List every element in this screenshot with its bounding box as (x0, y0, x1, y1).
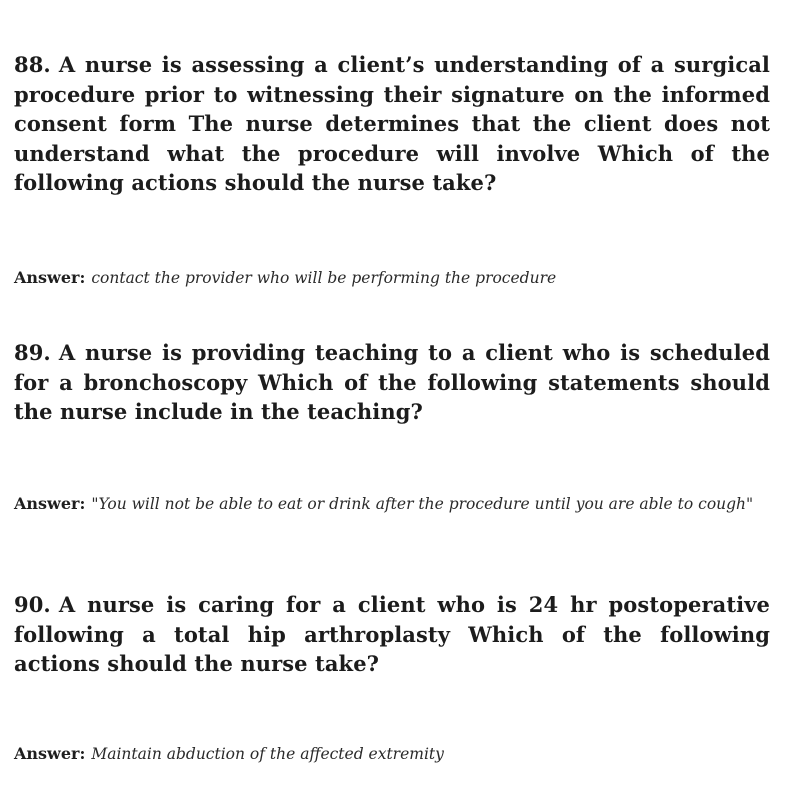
answer-label: Answer: (14, 268, 86, 287)
answer-label: Answer: (14, 744, 86, 763)
question-body: A nurse is caring for a client who is 24 hr postoperative following a total hip arthroplasty Which of the following actions should the nurse take? (14, 592, 770, 676)
question-text (14, 50, 770, 198)
answer-text: Maintain abduction of the affected extremity (91, 745, 444, 763)
answer-label: Answer: (14, 494, 86, 513)
question-90 (14, 590, 770, 679)
answer-90 (14, 742, 774, 766)
answer-text: contact the provider who will be performing the procedure (91, 269, 557, 287)
question-number: 89. (14, 340, 51, 365)
question-body: A nurse is providing teaching to a client who is scheduled for a bronchoscopy Which of the following statements should the nurse include in the teaching? (14, 340, 770, 424)
answer-88 (14, 266, 774, 290)
answer-text: "You will not be able to eat or drink after the procedure until you are able to cough" (91, 495, 754, 513)
question-88 (14, 50, 770, 198)
question-89 (14, 338, 770, 427)
question-text (14, 338, 770, 427)
question-text (14, 590, 770, 679)
question-number: 90. (14, 592, 51, 617)
question-number: 88. (14, 52, 51, 77)
question-body: A nurse is assessing a client’s understanding of a surgical procedure prior to witnessing their signature on the informed consent form The nurse determines that the client does not understand what the procedure will involve Which of the following actions should the nurse take? (14, 52, 770, 195)
answer-89 (14, 492, 770, 516)
